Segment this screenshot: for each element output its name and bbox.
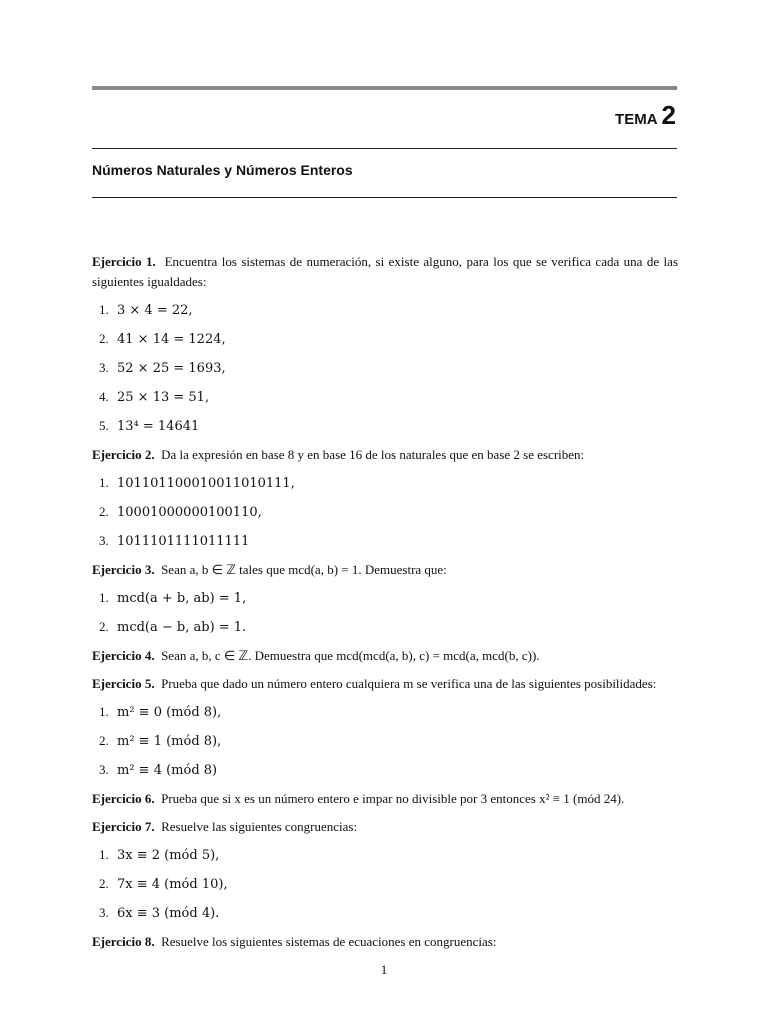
chapter-label: TEMA [615,111,658,128]
exercise-label: Ejercicio 8. [92,934,155,949]
list-item: 2. 41 × 14 = 1224, [99,331,226,347]
exercise-8 [92,932,678,952]
exercise-list [92,252,678,960]
exercise-7 [92,817,678,837]
list-item: 3. 1011101111011111 [99,533,250,549]
page-number: 1 [380,962,388,977]
exercise-statement: Sean a, b, c ∈ ℤ. Demuestra que mcd(mcd(a, b), c) = mcd(a, mcd(b, c)). [161,648,540,663]
list-item: 1. m² ≡ 0 (mód 8), [99,704,222,720]
list-item: 1. 3x ≡ 2 (mód 5), [99,847,220,863]
exercise-statement: Prueba que dado un número entero cualquiera m se verifica una de las siguientes posibilidades: [161,676,657,691]
list-item: 2. m² ≡ 1 (mód 8), [99,733,222,749]
title-rule [92,197,677,198]
exercise-statement: Sean a, b ∈ ℤ tales que mcd(a, b) = 1. Demuestra que: [161,562,447,577]
exercise-2 [92,445,678,465]
chapter-heading [615,100,676,131]
list-item: 3. 6x ≡ 3 (mód 4). [99,905,220,921]
list-item: 1. mcd(a + b, ab) = 1, [99,590,247,606]
exercise-label: Ejercicio 5. [92,676,155,691]
exercise-statement: Da la expresión en base 8 y en base 16 de los naturales que en base 2 se escriben: [161,447,585,462]
exercise-label: Ejercicio 3. [92,562,155,577]
heading-rule [92,148,677,149]
exercise-statement: Resuelve los siguientes sistemas de ecuaciones en congruencias: [161,934,497,949]
exercise-label: Ejercicio 1. [92,254,156,269]
top-thick-rule [92,86,677,90]
list-item: 1. 101101100010011010111, [99,475,295,491]
exercise-statement: Prueba que si x es un número entero e impar no divisible por 3 entonces x² ≡ 1 (mód 24). [161,791,625,806]
exercise-5 [92,674,678,694]
exercise-label: Ejercicio 4. [92,648,155,663]
exercise-statement: Resuelve las siguientes congruencias: [161,819,358,834]
exercise-6 [92,789,678,809]
exercise-4 [92,646,678,666]
exercise-1 [92,252,678,292]
list-item: 3. m² ≡ 4 (mód 8) [99,762,218,778]
exercise-label: Ejercicio 7. [92,819,155,834]
list-item: 2. mcd(a − b, ab) = 1. [99,619,247,635]
list-item: 3. 52 × 25 = 1693, [99,360,226,376]
exercise-label: Ejercicio 6. [92,791,155,806]
exercise-label: Ejercicio 2. [92,447,155,462]
list-item: 4. 25 × 13 = 51, [99,389,210,405]
list-item: 5. 13⁴ = 14641 [99,418,200,434]
list-item: 2. 7x ≡ 4 (mód 10), [99,876,228,892]
exercise-statement: Encuentra los sistemas de numeración, si existe alguno, para los que se verifica cada una de las siguientes igualdades: [92,254,678,289]
exercise-3 [92,560,678,580]
list-item: 2. 10001000000100110, [99,504,262,520]
chapter-title: Números Naturales y Números Enteros [92,162,353,178]
list-item: 1. 3 × 4 = 22, [99,302,193,318]
chapter-number: 2 [661,100,676,130]
